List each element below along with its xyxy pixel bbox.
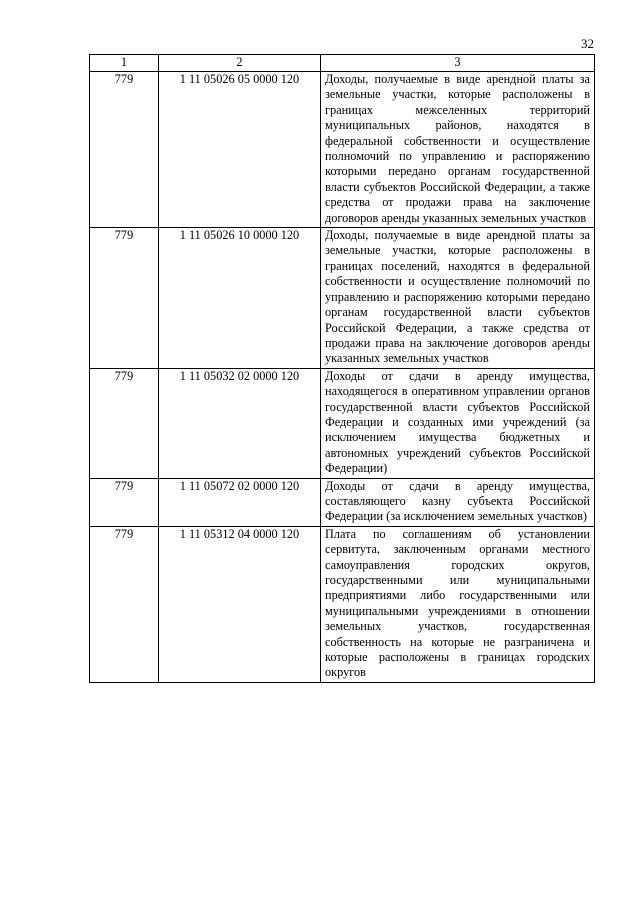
admin-code-cell: 779 [90,228,159,369]
description-cell: Доходы от сдачи в аренду имущества, составляющего казну субъекта Российской Федерации (за исключением земельных участков) [321,478,595,526]
admin-code-cell: 779 [90,526,159,682]
table-row [90,478,595,526]
table-row [90,526,595,682]
kbk-code-cell: 1 11 05026 05 0000 120 [159,72,321,228]
column-header-2: 2 [159,55,321,72]
description-cell: Плата по соглашениям об установлении сервитута, заключенным органами местного самоуправления городских округов, государственными или муниципальными предприятиями либо государственными или муниципальными учреждениями в отношении земельных участков, государственная собственность на которые не разграничена и которые расположены в границах городских округов [321,526,595,682]
revenue-codes-table [89,54,595,683]
description-cell: Доходы, получаемые в виде арендной платы за земельные участки, которые расположены в границах межселенных территорий муниципальных районов, находятся в федеральной собственности и осуществление полномочий по управлению и распоряжению которыми передано органам государственной власти субъектов Российской Федерации, а также средства от продажи права на заключение договоров аренды указанных земельных участков [321,72,595,228]
admin-code-cell: 779 [90,478,159,526]
admin-code-cell: 779 [90,72,159,228]
table-row [90,368,595,478]
kbk-code-cell: 1 11 05026 10 0000 120 [159,228,321,369]
header-row [90,55,595,72]
kbk-code-cell: 1 11 05072 02 0000 120 [159,478,321,526]
description-cell: Доходы, получаемые в виде арендной платы за земельные участки, которые расположены в границах поселений, находятся в федеральной собственности и осуществление полномочий по управлению и распоряжению которыми передано органам государственной власти субъектов Российской Федерации, а также средства от продажи права на заключение договоров аренды указанных земельных участков [321,228,595,369]
column-header-1: 1 [90,55,159,72]
column-header-3: 3 [321,55,595,72]
table-row [90,72,595,228]
description-cell: Доходы от сдачи в аренду имущества, находящегося в оперативном управлении органов государственной власти субъектов Российской Федерации и созданных ими учреждений (за исключением имущества бюджетных и автономных учреждений субъектов Российской Федерации) [321,368,595,478]
page-number: 32 [581,36,594,51]
kbk-code-cell: 1 11 05032 02 0000 120 [159,368,321,478]
table-row [90,228,595,369]
admin-code-cell: 779 [90,368,159,478]
kbk-code-cell: 1 11 05312 04 0000 120 [159,526,321,682]
